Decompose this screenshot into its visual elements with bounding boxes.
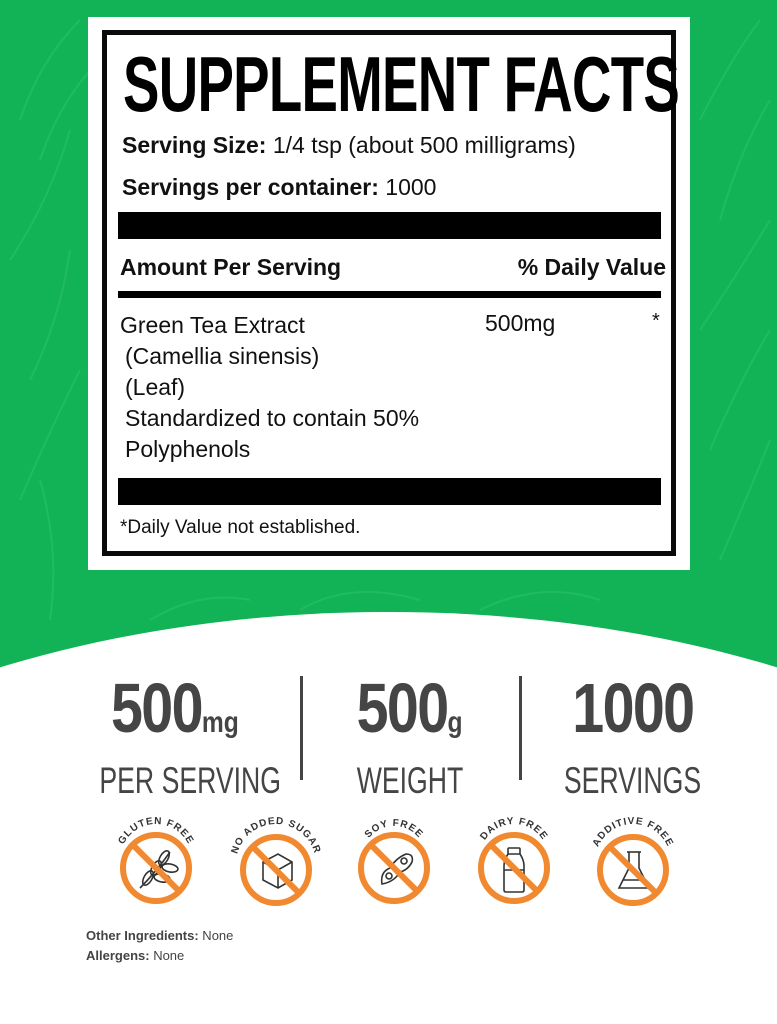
divider-bar-thick [118, 212, 661, 239]
header-amount: Amount Per Serving [120, 254, 342, 280]
servings-per-container [122, 174, 436, 201]
serving-size [122, 132, 576, 159]
stat-value: 1000 [571, 669, 694, 747]
ingredient-dv: * [652, 310, 660, 332]
stat-servings [530, 669, 735, 801]
servings-label: Servings per container: [122, 174, 379, 200]
badge-gluten-free [106, 808, 206, 908]
servings-value: 1000 [378, 174, 437, 200]
stat-caption: WEIGHT [356, 760, 464, 801]
badge-no-added-sugar [226, 808, 326, 908]
allergens [86, 948, 184, 963]
serving-size-value: 1/4 tsp (about 500 milligrams) [266, 132, 576, 158]
stat-unit: mg [201, 706, 239, 739]
badge-label: SOY FREE [362, 817, 426, 841]
stat-per-serving [70, 669, 282, 801]
supplement-facts-label [102, 30, 680, 556]
divider-bar-thin [118, 291, 661, 298]
badge-additive-free [583, 808, 683, 908]
stat-unit: g [447, 706, 463, 739]
stat-divider [519, 676, 522, 780]
stat-caption: SERVINGS [563, 760, 702, 801]
ingredient-name: Green Tea Extract [120, 312, 305, 338]
ingredient-standardization: Standardized to contain 50% [125, 405, 420, 431]
other-ingredients [86, 928, 233, 943]
badge-label: NO ADDED SUGAR [229, 815, 323, 856]
ingredient-polyphenols: Polyphenols [125, 436, 251, 462]
label-title: SUPPLEMENT FACTS [123, 40, 680, 128]
stat-value: 500 [111, 669, 202, 747]
badge-label: DAIRY FREE [478, 815, 550, 843]
svg-text:ADDITIVE FREE [591, 816, 676, 849]
serving-size-label: Serving Size: [122, 132, 267, 158]
footnote: *Daily Value not established. [120, 517, 361, 538]
badge-label: ADDITIVE FREE [590, 815, 676, 849]
svg-text:GLUTEN FREE [116, 816, 195, 846]
ingredient-amount: 500mg [485, 310, 556, 336]
stat-weight [310, 669, 510, 801]
svg-text:DAIRY FREE [478, 816, 549, 842]
other-ingredients-label: Other Ingredients: [86, 928, 199, 943]
allergens-label: Allergens: [86, 948, 150, 963]
stat-value: 500 [357, 669, 448, 747]
divider-bar-bottom [118, 478, 661, 505]
allergens-value: None [149, 948, 185, 963]
badge-soy-free [344, 808, 444, 908]
ingredient-latin: (Camellia sinensis) [125, 343, 320, 369]
stat-caption: PER SERVING [99, 760, 282, 801]
badge-label: GLUTEN FREE [116, 815, 196, 847]
header-daily-value: % Daily Value [517, 254, 666, 280]
other-ingredients-value: None [198, 928, 234, 943]
badge-dairy-free [464, 808, 564, 908]
stat-divider [300, 676, 303, 780]
ingredient-part: (Leaf) [125, 374, 186, 400]
